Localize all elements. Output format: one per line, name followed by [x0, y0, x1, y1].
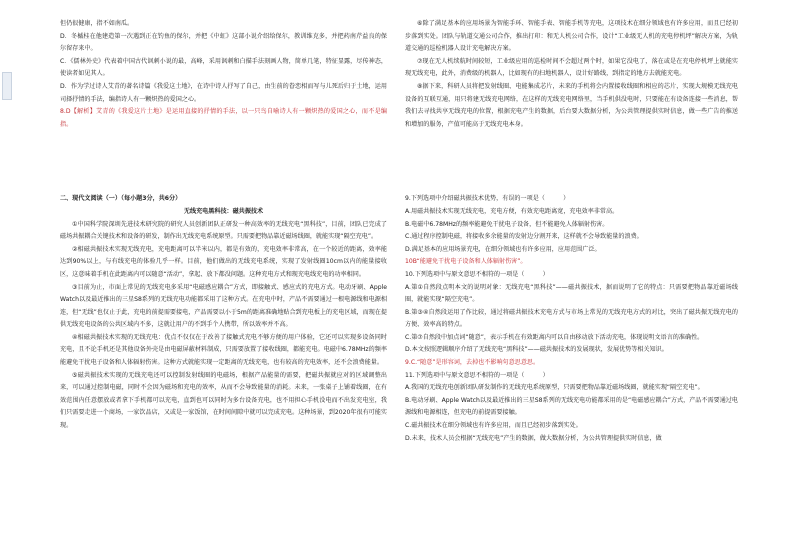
text-line: D.满足基本的应用场景充电，在细分领域也有许多应用，应用范围广泛。 — [405, 245, 601, 253]
article-paragraph: ③目前为止，市面上常见的无线充电多采用“电磁感应耦合”方式，即接触式、感应式的充电方式。电动牙刷、Apple Watch以及最近推出的三星S8系列的无线充电功能都采用了这种方式。在充电中时，产品不需要通过一根电源线和电源相连，但“无线”也仅止于此，充电的前提需要接电，产品需要以小于5m的距离准确地贴合到充电板上的充电区域，而现在提供无线充电设备的公共区域内不多，这就让用户的不到手个人携带，所以效率并不高。 — [60, 283, 387, 329]
answer-explanation: 9.C.“随意”是形容词，去掉也不影响句意思意思。 — [405, 359, 540, 367]
right-column — [405, 18, 738, 542]
article-paragraph: ①中国科学院深圳先进技术研究院的研究人员创新团队正研发一种高效率的无线充电“黑科技”，目前，团队已完成了磁场共振耦合关键技术和设备的研发，制作出无线充电系统原型。只需要把物品靠近磁场线圈，就能实现“隔空充电”。 — [60, 220, 387, 241]
article-paragraph: ⑤磁共振技术实现的无线充电还可以控制发射线圈的电磁场，根据产品能量的需要，把磁共振就应对的区域调整出来，可以通过控制电磁，同时不会因为磁场和充电的效率，从而不会导致能量的消耗。未来，一张桌子上铺着线圈，在有效范围内任意摆放或者拿下手机都可以充电，直到也可以同时为多台设备充电，也不用担心手机没电而不出发充电室，我们只需要走进一个商场，一家饮品店，又或是一家饭馆，在时间间隙中就可以完成充电。这种场景，到2020年很有可能实现。 — [60, 371, 387, 430]
text-line: D.未来，技术人员会根据“无线充电”产生的数据，做大数据分析，为公共管理提供实时信息，做 — [405, 434, 662, 442]
text-line: D．作为学过诗人艾青的著名诗篇《我爱这土地》，在诗中诗人抒写了自己，由生前的眷恋相而写与儿死后归于土地，运用司择抒情的手法，编指诗人有一颗炽热的爱国之心。 — [60, 82, 387, 103]
article-paragraph: ④相磁共振技术实现的无线充电：优点不仅仅在于改善了接触式充电不够方便的用户体验，它还可以实现多设备同时充电，且不论手机还是其他设备外壳是由电磁屏蔽材料制成，只需要放置了接收线圈，都能充电。电磁中6.78MHz的频率能避免干扰电子设备和人体辐射伤害。这种方式就能实现一定距离的无线充电，也有较高的充电效率，还不会浪费能量。 — [60, 333, 387, 367]
text-line: A.第①自然段点明本文的说明对象：无线充电“黑科技”——磁共振技术，据而说明了它的特点：只需要把物品靠近磁场线圈，就能实现“隔空充电”。 — [405, 283, 738, 304]
section-gap — [60, 131, 387, 193]
text-line: A.用磁共振技术实现无线充电，充电方便，有效充电距离宽，充电效率非常高。 — [405, 207, 619, 215]
text-line: 但仍很健康，指不如南瓜。 — [60, 20, 134, 27]
section-gap — [405, 131, 738, 193]
text-line: C.磁共振技术在细分领域也有许多应用，而且已经初步落到实处。 — [405, 422, 582, 430]
text-line: 10.下列选项中与原文意思不相符的一项是（ ） — [405, 270, 549, 278]
left-column — [60, 18, 387, 542]
text-line: D．冬槭桂在他建造第一次遇到正在钓鱼的保尔，并把《中虹》这部小说介绍给保尔，教训维克多，并把药南芹益良的保尔留存来中。 — [60, 32, 387, 53]
text-line: D.本文按照逻辑顺序介绍了无线充电“黑科技”——磁共振技术的发展现状，发展优势等相关知识。 — [405, 346, 668, 354]
text-line: 9.下列选项中介绍磁共振技术优势，有误的一项是（ ） — [405, 195, 570, 203]
text-line: 11.下列选项中与原文意思不相符的一项是（ ） — [405, 371, 549, 379]
text-line: C.第⑦自然段中加点词“随意”，表示手机在有效距离内可以自由移动放下活动充电，体现说明文语言的准确性。 — [405, 333, 704, 341]
text-line: B.电动牙刷、Apple Watch以及最近推出的三星S8系列的无线充电功能都采用的是“电磁感应耦合”方式，产品不需要通过电源线和电源相连，但充电的前提需要接触。 — [405, 396, 738, 417]
text-line: A.我国的无线充电创新团队研发制作的无线充电系统原型，只需要把物品靠近磁场线圈，就能实现“隔空充电”。 — [405, 384, 704, 392]
page-edge-tab — [2, 72, 12, 100]
article-title: 无线充电黑科技：磁共振技术 — [183, 207, 264, 215]
text-line: B.电磁中6.78MHz的频率能避免干扰电子设备，但不能避免人体辐射伤害。 — [405, 220, 609, 228]
answer-explanation: 10B“能避免干扰电子设备和人体辐射伤害”。 — [405, 258, 527, 266]
text-line: C．《儒林外史》代表着中国古代讽刺小说的最，高峰，采用讽刺和白描手法刻画人物，简单几笔，特征显露，尽传神态，使读者如见其人。 — [60, 57, 387, 78]
text-line: C.通过程序控制电磁，将接收多余能量的发射边分割开来，这样就不会导致能量的浪费。 — [405, 233, 643, 241]
text-line: B.第③④自然段运用了作比较，通过将磁共振技术充电方式与市场上常见的无线充电方式的对比，突出了磁共振无线充电的方便、效率高的特点。 — [405, 308, 738, 329]
article-paragraph: ⑦现在无人机续航时间较短，工业级应用的巡检时间不会超过两个时，如果它没电了，落在或是在充电停机坪上就能实现无线充电，此外，消费级的机器人，比如现有的扫地机器人，设计好路线，到指定的地方去就能充电。 — [405, 57, 738, 78]
article-paragraph: ②相磁共振技术实现无线充电，充电距离可以半米以内，都是有效的，充电效率非常高，在一个较近的距离，效率能达到90%以上，与有线充电的体验几乎一样。目前，他们做出的无线充电系统，实现了发射线圈10cm以内的能量接收区，这意味着手机在此距离内可以随意“活动”，拿起、放下都没问题。这种充电方式和现充电线充电的功率相同。 — [60, 245, 387, 278]
answer-explanation: 8.D【解析】艾青的《我爱这片土地》是运用直接的抒情的手法，以一只鸟自喻诗人有一颗炽热的爱国之心，而不是编指。 — [60, 108, 387, 128]
article-paragraph: ⑥除了满足基本的应用场景为智能手环、智能手表、智能手机等充电，这项技术在细分领域也有许多应用，而且已经初步落到实处。团队与轨道交通公司合作，推出打印：和无人机公司合作，设计“工业级无人机的充电停机坪”解决方案，为轨道交通的巡检机器人设计充电解决方案。 — [405, 20, 738, 53]
section-heading: 二、现代文阅读（一）（每小题3分，共6分） — [60, 195, 182, 203]
article-paragraph: ⑧据下来，科研人员将把发射线圈、电能集成芯片，未来的手机将会内置接收线圈和相应的芯片，实现大规模无线充电设备的互联互通，用只将建无线充电网络，在这样的无线充电网络里，当手机供没电时，只要能在有设备连接一些消息，帮我们去寻找共享无线充电的位置，根据充电产生的数据，后台要大数据分析，为公共管理提供实时信息，做一些广告的推送和增加的服务，产值可能高于无线充电本身。 — [405, 82, 738, 128]
